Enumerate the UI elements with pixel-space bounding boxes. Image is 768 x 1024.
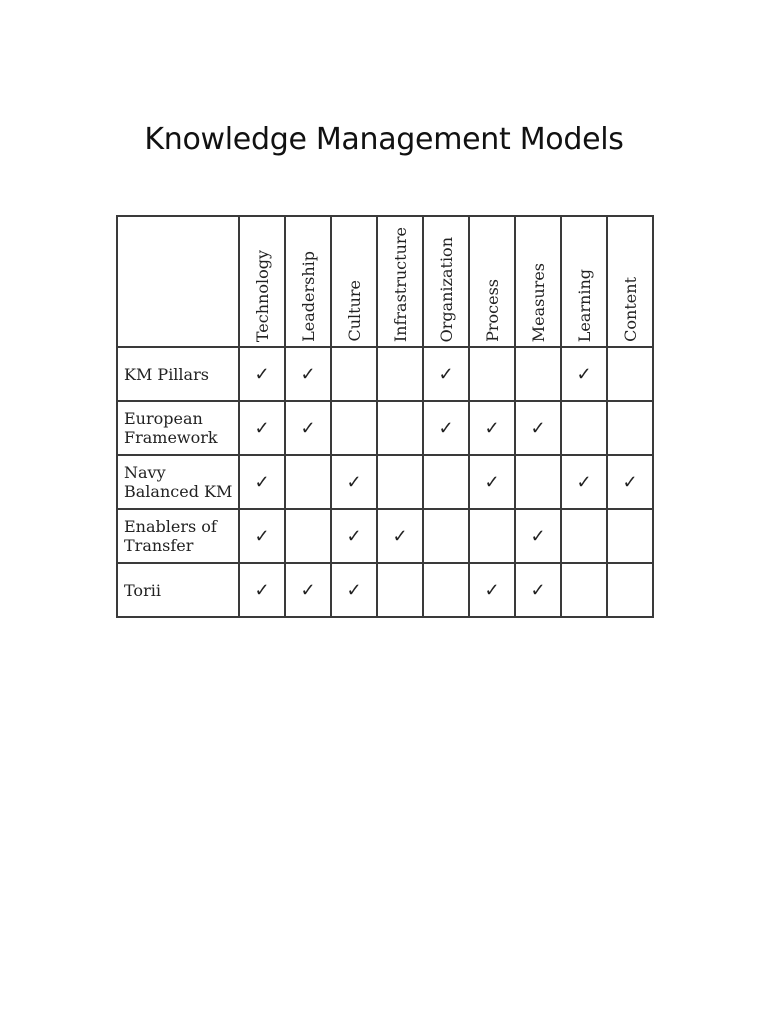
checkmark-icon: ✓ [254, 525, 270, 547]
table-cell [423, 455, 469, 509]
table-cell [423, 509, 469, 563]
table-cell [607, 509, 653, 563]
column-header-label: Infrastructure [390, 226, 410, 342]
row-label-cell [117, 455, 239, 509]
row-label-cell [117, 347, 239, 401]
table-cell [285, 455, 331, 509]
checkmark-icon: ✓ [346, 471, 362, 493]
column-header-label: Content [620, 277, 640, 342]
column-header-process [469, 216, 515, 347]
table-cell [331, 509, 377, 563]
table-cell [515, 347, 561, 401]
checkmark-icon: ✓ [254, 471, 270, 493]
table-cell [377, 563, 423, 617]
table-cell [239, 563, 285, 617]
checkmark-icon: ✓ [392, 525, 408, 547]
table-cell [607, 401, 653, 455]
table-cell [285, 563, 331, 617]
table-cell [561, 563, 607, 617]
row-label: Transfer [124, 536, 194, 555]
table-cell [423, 401, 469, 455]
table-cell [515, 455, 561, 509]
column-header-technology [239, 216, 285, 347]
checkmark-icon: ✓ [530, 579, 546, 601]
checkmark-icon: ✓ [576, 363, 592, 385]
page-title: Knowledge Management Models [144, 122, 624, 157]
row-label: Navy [124, 463, 166, 482]
row-label: Torii [124, 580, 161, 600]
table-row [117, 455, 653, 509]
table-cell [469, 455, 515, 509]
column-header-label: Organization [436, 236, 456, 342]
table-cell [561, 347, 607, 401]
table-cell [377, 347, 423, 401]
column-header-label: Culture [344, 280, 364, 342]
checkmark-icon: ✓ [300, 579, 316, 601]
column-header-label: Learning [574, 268, 594, 342]
row-label-cell [117, 401, 239, 455]
table-cell [285, 509, 331, 563]
checkmark-icon: ✓ [622, 471, 638, 493]
checkmark-icon: ✓ [300, 417, 316, 439]
table-row [117, 401, 653, 455]
table-cell [377, 509, 423, 563]
table-cell [377, 455, 423, 509]
table-cell [515, 563, 561, 617]
column-header-measures [515, 216, 561, 347]
table-cell [561, 509, 607, 563]
checkmark-icon: ✓ [254, 363, 270, 385]
table-row [117, 347, 653, 401]
table-cell [423, 563, 469, 617]
table-cell [239, 455, 285, 509]
column-header-label: Measures [528, 262, 548, 342]
table-cell [515, 401, 561, 455]
table-cell [515, 509, 561, 563]
row-label: Framework [124, 428, 218, 447]
table-cell [469, 509, 515, 563]
table-cell [469, 401, 515, 455]
row-label: KM Pillars [124, 364, 209, 384]
table-cell [285, 347, 331, 401]
column-header-culture [331, 216, 377, 347]
table-cell [331, 455, 377, 509]
checkmark-icon: ✓ [576, 471, 592, 493]
column-header-content [607, 216, 653, 347]
checkmark-icon: ✓ [300, 363, 316, 385]
row-label-cell [117, 509, 239, 563]
row-label: Enablers of [124, 517, 217, 536]
table-cell [331, 347, 377, 401]
table-cell [377, 401, 423, 455]
table-cell [239, 401, 285, 455]
checkmark-icon: ✓ [254, 417, 270, 439]
table-cell [285, 401, 331, 455]
table-cell [469, 563, 515, 617]
checkmark-icon: ✓ [438, 417, 454, 439]
table-cell [423, 347, 469, 401]
table-cell [239, 347, 285, 401]
table-cell [239, 509, 285, 563]
checkmark-icon: ✓ [530, 525, 546, 547]
column-header-label: Leadership [298, 251, 318, 342]
checkmark-icon: ✓ [254, 579, 270, 601]
column-header-learning [561, 216, 607, 347]
column-header-leadership [285, 216, 331, 347]
table-cell [607, 563, 653, 617]
column-header-label: Technology [252, 249, 272, 342]
table-cell [469, 347, 515, 401]
table-header-row [117, 216, 653, 347]
table-row [117, 563, 653, 617]
table-cell [561, 401, 607, 455]
checkmark-icon: ✓ [484, 417, 500, 439]
table-cell [331, 563, 377, 617]
checkmark-icon: ✓ [346, 579, 362, 601]
km-models-table [116, 215, 654, 618]
table-cell [331, 401, 377, 455]
column-header-label: Process [482, 279, 502, 342]
row-label-cell [117, 563, 239, 617]
column-header-organization [423, 216, 469, 347]
row-label: Balanced KM [124, 482, 233, 501]
row-label: European [124, 409, 203, 428]
table-cell [607, 455, 653, 509]
table-row [117, 509, 653, 563]
checkmark-icon: ✓ [484, 579, 500, 601]
table-body [117, 347, 653, 617]
table-cell [607, 347, 653, 401]
checkmark-icon: ✓ [346, 525, 362, 547]
checkmark-icon: ✓ [438, 363, 454, 385]
checkmark-icon: ✓ [484, 471, 500, 493]
table-corner-cell [117, 216, 239, 347]
checkmark-icon: ✓ [530, 417, 546, 439]
column-header-infrastructure [377, 216, 423, 347]
table-cell [561, 455, 607, 509]
